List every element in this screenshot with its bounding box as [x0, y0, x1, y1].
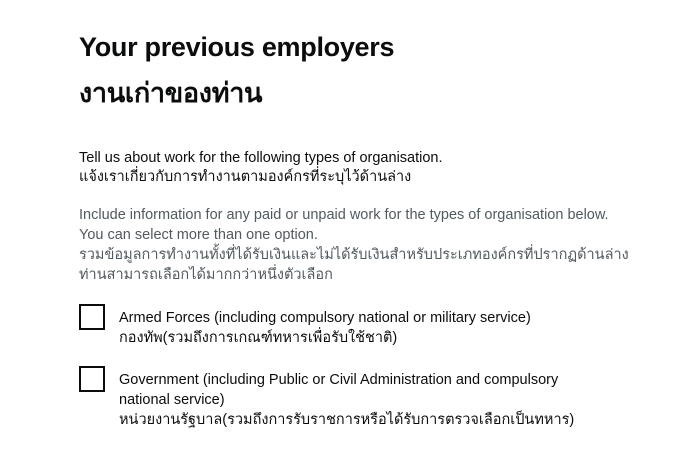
page-title-th: งานเก่าของท่าน [79, 78, 263, 108]
hint-text-en-2: You can select more than one option. [79, 227, 318, 243]
intro-text [79, 149, 669, 187]
government-label[interactable] [119, 366, 589, 430]
hint-text [79, 205, 669, 285]
armed-forces-label-th: กองทัพ(รวมถึงการเกณฑ์ทหารเพื่อรับใช้ชาติ) [119, 330, 398, 346]
page-title [79, 28, 669, 112]
government-checkbox[interactable] [79, 366, 105, 392]
government-label-en: Government (including Public or Civil Administration and compulsory national service) [119, 372, 559, 408]
armed-forces-label[interactable] [119, 304, 589, 348]
main-content [79, 28, 669, 430]
checkbox-option-armed-forces[interactable] [79, 304, 669, 348]
armed-forces-label-en: Armed Forces (including compulsory national or military service) [119, 310, 531, 326]
intro-text-en: Tell us about work for the following types of organisation. [79, 150, 443, 166]
intro-text-th: แจ้งเราเกี่ยวกับการทำงานตามองค์กรที่ระบุไว้ด้านล่าง [79, 169, 412, 185]
hint-text-en-1: Include information for any paid or unpaid work for the types of organisation below. [79, 207, 609, 223]
hint-text-th-2: ท่านสามารถเลือกได้มากกว่าหนึ่งตัวเลือก [79, 267, 333, 283]
hint-text-th-1: รวมข้อมูลการทำงานทั้งที่ได้รับเงินและไม่ได้รับเงินสำหรับประเภทองค์กรที่ปรากฏด้านล่าง [79, 247, 629, 263]
organisation-checkbox-group [79, 304, 669, 430]
checkbox-option-government[interactable] [79, 366, 669, 430]
armed-forces-checkbox[interactable] [79, 304, 105, 330]
page-title-en: Your previous employers [79, 32, 395, 62]
government-label-th: หน่วยงานรัฐบาล(รวมถึงการรับราชการหรือได้รับการตรวจเลือกเป็นทหาร) [119, 412, 575, 428]
